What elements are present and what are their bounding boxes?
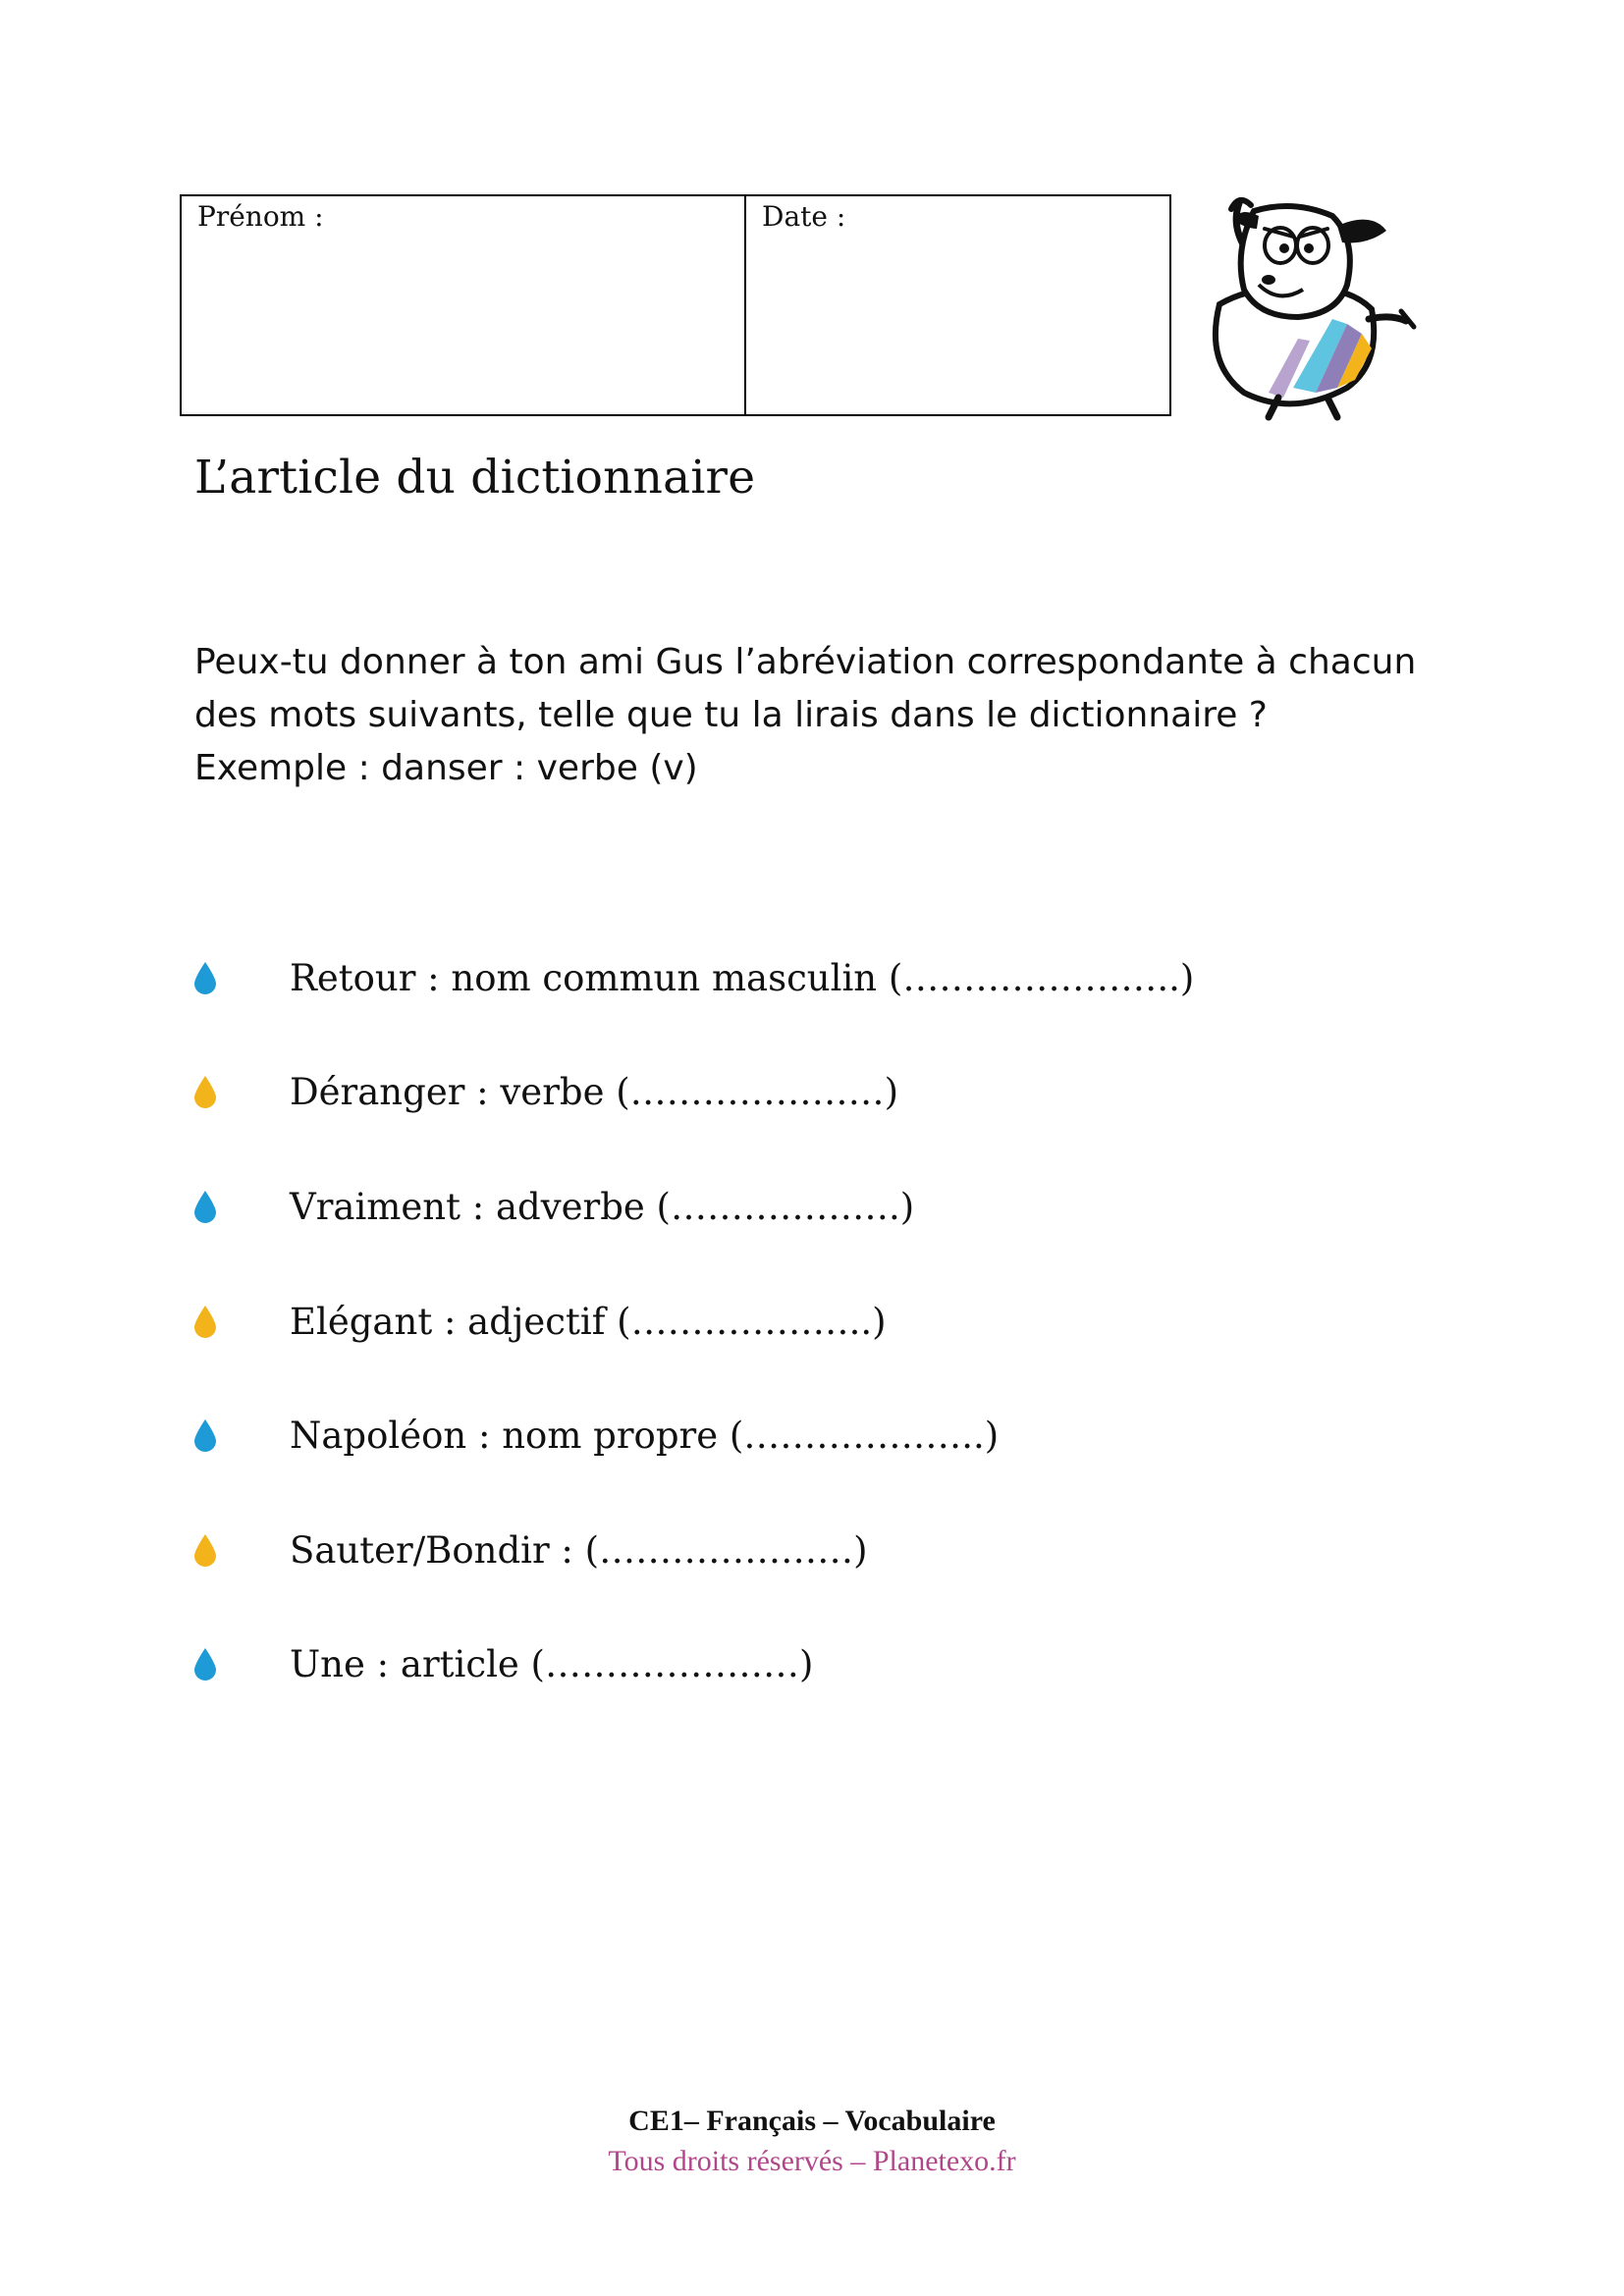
water-drop-icon xyxy=(192,1533,218,1567)
drop-shape xyxy=(194,1419,216,1452)
date-field[interactable] xyxy=(746,196,1169,414)
exercise-item[interactable] xyxy=(192,1292,887,1351)
water-drop-icon xyxy=(192,1075,218,1108)
date-label: Date : xyxy=(762,200,846,233)
water-drop-icon xyxy=(192,1647,218,1681)
drop-shape xyxy=(194,1306,216,1338)
drop-shape xyxy=(194,1076,216,1108)
drop-shape xyxy=(194,1648,216,1681)
instructions xyxy=(194,636,1471,795)
water-drop-icon xyxy=(192,961,218,994)
exercise-item[interactable] xyxy=(192,948,1194,1007)
exercise-item-text: Déranger : verbe (…………………) xyxy=(290,1070,899,1113)
exercise-item-text: Elégant : adjectif (………………..) xyxy=(290,1300,887,1343)
exercise-item-text: Sauter/Bondir : (…………………) xyxy=(290,1528,868,1572)
name-label: Prénom : xyxy=(197,200,324,233)
water-drop-icon xyxy=(192,1305,218,1338)
exercise-item[interactable] xyxy=(192,1521,868,1579)
footer-subject: CE1– Français – Vocabulaire xyxy=(628,2105,996,2137)
example-line: Exemple : danser : verbe (v) xyxy=(194,748,698,788)
drop-shape xyxy=(194,1191,216,1223)
page-title: L’article du dictionnaire xyxy=(194,451,756,505)
exercise-item[interactable] xyxy=(192,1406,999,1465)
student-info-box xyxy=(180,194,1171,416)
exercise-item[interactable] xyxy=(192,1062,898,1121)
sheep-mascot-icon xyxy=(1200,191,1421,422)
water-drop-icon xyxy=(192,1190,218,1223)
water-drop-icon xyxy=(192,1418,218,1452)
exercise-item[interactable] xyxy=(192,1177,914,1236)
drop-shape xyxy=(194,1534,216,1567)
drop-shape xyxy=(194,962,216,994)
instruction-line: des mots suivants, telle que tu la lirais dans le dictionnaire ? xyxy=(194,695,1268,735)
exercise-item-text: Retour : nom commun masculin (…………………..) xyxy=(290,956,1195,999)
exercise-item-text: Une : article (…………………) xyxy=(290,1642,814,1685)
footer-copyright: Tous droits réservés – Planetexo.fr xyxy=(608,2145,1016,2177)
name-field[interactable] xyxy=(182,196,746,414)
instruction-line: Peux-tu donner à ton ami Gus l’abréviation correspondante à chacun xyxy=(194,642,1417,682)
exercise-item-text: Vraiment : adverbe (……………….) xyxy=(290,1185,915,1228)
exercise-item[interactable] xyxy=(192,1634,813,1693)
exercise-item-text: Napoléon : nom propre (………………..) xyxy=(290,1414,1000,1457)
